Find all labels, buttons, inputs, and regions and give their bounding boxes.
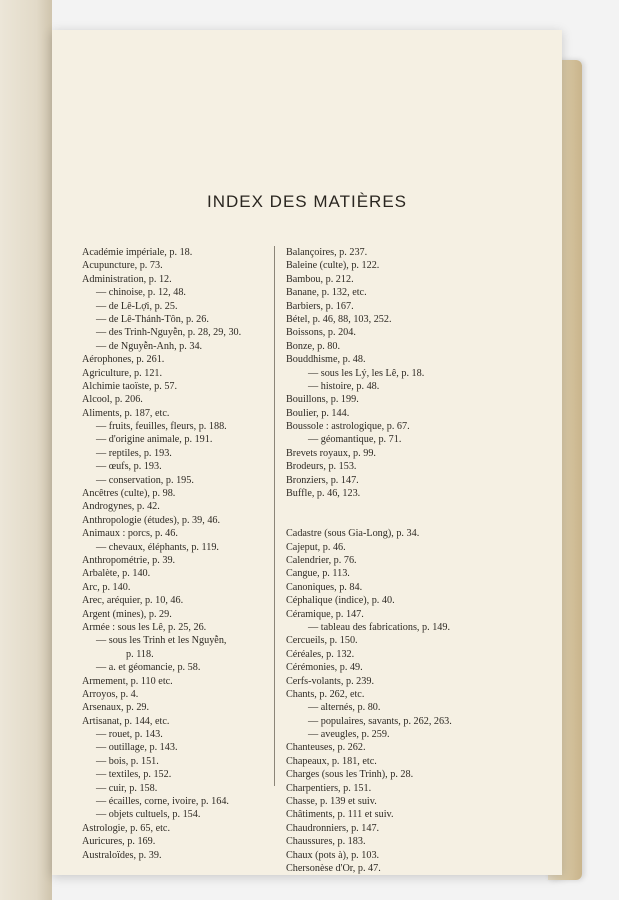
index-entry: — fruits, feuilles, fleurs, p. 188. — [96, 421, 227, 433]
index-entry: — chinoise, p. 12, 48. — [96, 287, 186, 299]
index-entry: Australoïdes, p. 39. — [82, 849, 162, 861]
index-entry: — histoire, p. 48. — [308, 380, 380, 392]
index-entry: — de Lê-Thánh-Tôn, p. 26. — [96, 313, 209, 325]
index-entry: Céphalique (indice), p. 40. — [286, 595, 395, 607]
index-entry: Cadastre (sous Gia-Long), p. 34. — [286, 528, 420, 540]
index-entry: — textiles, p. 152. — [96, 769, 172, 781]
index-entry: — objets cultuels, p. 154. — [96, 809, 201, 821]
index-entry: Bétel, p. 46, 88, 103, 252. — [286, 313, 392, 325]
index-entry: — de Lê-Lợi, p. 25. — [96, 300, 178, 312]
index-entry: Acupuncture, p. 73. — [82, 260, 163, 272]
index-entry: Chapeaux, p. 181, etc. — [286, 755, 377, 767]
index-entry: — bois, p. 151. — [96, 755, 159, 767]
index-entry: Agriculture, p. 121. — [82, 367, 163, 379]
index-entry: — a. et géomancie, p. 58. — [96, 662, 201, 674]
index-entry: — écailles, corne, ivoire, p. 164. — [96, 796, 229, 808]
index-entry: Anthropologie (études), p. 39, 46. — [82, 514, 221, 526]
index-entry: Châtiments, p. 111 et suiv. — [286, 809, 394, 821]
index-entry: Cajeput, p. 46. — [286, 541, 346, 553]
index-entry: — sous les Lý, les Lê, p. 18. — [308, 367, 425, 379]
index-entry: — d'origine animale, p. 191. — [96, 434, 213, 446]
index-entry: Chaussures, p. 183. — [286, 836, 366, 848]
index-entry: Alcool, p. 206. — [82, 394, 143, 406]
index-entry: — cuir, p. 158. — [96, 782, 158, 794]
index-entry: Cérémonies, p. 49. — [286, 662, 363, 674]
index-entry: — de Nguyễn-Anh, p. 34. — [96, 340, 203, 352]
index-entry: Chants, p. 262, etc. — [286, 688, 365, 700]
index-entry: Buffle, p. 46, 123. — [286, 488, 361, 500]
index-entry: — conservation, p. 195. — [96, 474, 194, 486]
index-entry: Alchimie taoïste, p. 57. — [82, 380, 178, 392]
index-entry: Arsenaux, p. 29. — [82, 702, 150, 714]
index-entry: Céréales, p. 132. — [286, 648, 355, 660]
index-entry: — des Trinh-Nguyễn, p. 28, 29, 30. — [96, 327, 242, 339]
index-entry: Armée : sous les Lê, p. 25, 26. — [82, 621, 207, 633]
index-entry: Ancêtres (culte), p. 98. — [82, 488, 176, 500]
index-entry: Balançoires, p. 237. — [286, 247, 368, 258]
index-entry: — œufs, p. 193. — [96, 461, 162, 473]
index-entry: Armement, p. 110 etc. — [82, 675, 173, 687]
index-entry: Boissons, p. 204. — [286, 327, 356, 339]
index-entry: Arec, aréquier, p. 10, 46. — [82, 595, 184, 607]
index-entry: Calendrier, p. 76. — [286, 554, 357, 566]
index-entry: — populaires, savants, p. 262, 263. — [308, 715, 452, 727]
index-entry: Argent (mines), p. 29. — [82, 608, 172, 620]
index-entry: Administration, p. 12. — [82, 273, 172, 285]
index-entry: Arc, p. 140. — [82, 581, 131, 593]
index-entry: Céramique, p. 147. — [286, 608, 364, 620]
index-entry: Chaux (pots à), p. 103. — [286, 849, 380, 861]
index-entry: Aliments, p. 187, etc. — [82, 407, 170, 419]
index-entry: — reptiles, p. 193. — [96, 447, 172, 459]
index-entry: Chanteuses, p. 262. — [286, 742, 366, 754]
index-entry: Auricures, p. 169. — [82, 836, 156, 848]
index-entry: Boulier, p. 144. — [286, 407, 350, 419]
index-entry — [286, 500, 526, 513]
index-column-right — [286, 246, 526, 875]
index-entry: Bouddhisme, p. 48. — [286, 354, 366, 366]
page-title: INDEX DES MATIÈRES — [207, 192, 407, 211]
index-entry: Cangue, p. 113. — [286, 568, 350, 580]
index-entry: Chasse, p. 139 et suiv. — [286, 796, 377, 808]
index-page — [52, 30, 562, 875]
index-entry: Cerfs-volants, p. 239. — [286, 675, 374, 687]
index-entry: Chaudronniers, p. 147. — [286, 822, 380, 834]
index-entry: Bambou, p. 212. — [286, 273, 354, 285]
index-entry: Académie impériale, p. 18. — [82, 247, 193, 258]
index-entry: Banane, p. 132, etc. — [286, 287, 367, 299]
index-entry: Arroyos, p. 4. — [82, 688, 139, 700]
index-entry: Cercueils, p. 150. — [286, 635, 358, 647]
index-entry: Aérophones, p. 261. — [82, 354, 165, 366]
index-entry: Bronziers, p. 147. — [286, 474, 359, 486]
index-entry: Charges (sous les Trinh), p. 28. — [286, 769, 414, 781]
column-divider — [274, 246, 275, 786]
index-entry: Androgynes, p. 42. — [82, 501, 160, 513]
index-entry: Bonze, p. 80. — [286, 340, 341, 352]
index-entry: Charpentiers, p. 151. — [286, 782, 372, 794]
index-entry: Barbiers, p. 167. — [286, 300, 354, 312]
index-entry: — rouet, p. 143. — [96, 729, 163, 741]
index-entry: — tableau des fabrications, p. 149. — [308, 621, 451, 633]
index-entry: — aveugles, p. 259. — [308, 729, 390, 741]
index-entry: Chersonèse d'Or, p. 47. — [286, 862, 381, 874]
index-entry: Brevets royaux, p. 99. — [286, 447, 376, 459]
index-entry: Brodeurs, p. 153. — [286, 461, 357, 473]
index-entry: Arbalète, p. 140. — [82, 568, 151, 580]
index-entry: — chevaux, éléphants, p. 119. — [96, 541, 219, 553]
adjacent-page-edge — [0, 0, 52, 900]
index-entry: Canoniques, p. 84. — [286, 581, 363, 593]
index-entry: — sous les Trinh et les Nguyễn, — [96, 635, 227, 647]
index-entry: — géomantique, p. 71. — [308, 434, 402, 446]
index-entry: Baleine (culte), p. 122. — [286, 260, 380, 272]
index-entry: p. 118. — [126, 648, 154, 660]
index-entry: — outillage, p. 143. — [96, 742, 178, 754]
index-entry: Astrologie, p. 65, etc. — [82, 822, 170, 834]
index-entry: Bouillons, p. 199. — [286, 394, 359, 406]
index-entry: Animaux : porcs, p. 46. — [82, 528, 178, 540]
index-entry: Boussole : astrologique, p. 67. — [286, 421, 410, 433]
index-column-left — [82, 246, 272, 862]
index-entry: Artisanat, p. 144, etc. — [82, 715, 170, 727]
index-entry: Anthropométrie, p. 39. — [82, 554, 176, 566]
index-entry: — alternés, p. 80. — [308, 702, 381, 714]
index-entry — [286, 514, 526, 527]
